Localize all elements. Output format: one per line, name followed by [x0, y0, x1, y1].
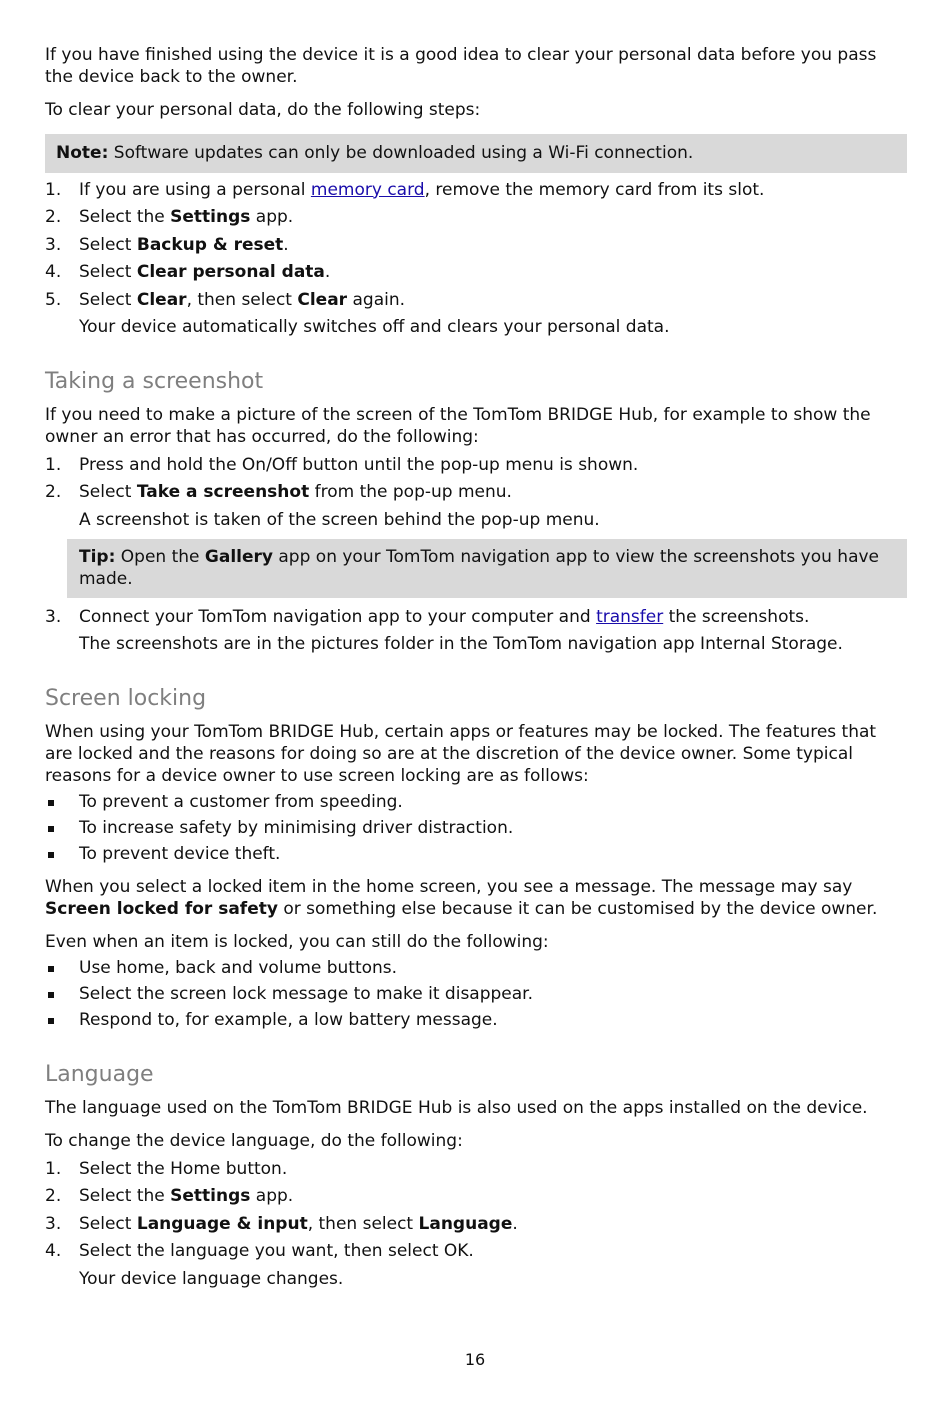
step-number: 4.	[45, 262, 62, 282]
list-item	[45, 983, 907, 1005]
list-item	[45, 606, 907, 628]
step-text: , remove the memory card from its slot.	[424, 179, 765, 200]
step-bold: Settings	[170, 207, 251, 227]
bullet-icon	[48, 852, 54, 858]
step-result: Your device automatically switches off and clears your personal data.	[79, 317, 670, 337]
memory-card-link[interactable]: memory card	[310, 179, 425, 200]
list-text: Select the screen lock message to make it disappear.	[79, 984, 534, 1004]
intro-paragraph-2: To clear your personal data, do the following steps:	[45, 100, 481, 120]
step-number: 1.	[45, 454, 62, 475]
step-text: Press and hold the On/Off button until the pop-up menu is shown.	[79, 454, 639, 475]
locked-still-list	[45, 957, 907, 1031]
step-bold: Clear	[297, 289, 348, 310]
step-bold: Clear	[136, 289, 187, 310]
tip-box	[67, 539, 907, 598]
list-text: Respond to, for example, a low battery message.	[79, 1010, 498, 1030]
list-item	[45, 1185, 907, 1207]
list-item	[45, 261, 907, 283]
step-number: 2.	[45, 207, 62, 227]
bullet-icon	[48, 966, 54, 972]
tip-text: Open the	[115, 546, 205, 567]
transfer-link[interactable]: transfer	[596, 606, 664, 627]
list-item	[45, 791, 907, 813]
step-result: A screenshot is taken of the screen behind the pop-up menu.	[79, 509, 600, 530]
list-item	[45, 179, 907, 201]
step-text: Select	[79, 482, 137, 502]
paragraph-text: When you select a locked item in the home screen, you see a message. The message may say	[45, 877, 853, 897]
note-box	[45, 134, 907, 173]
list-text: To increase safety by minimising driver distraction.	[79, 818, 514, 838]
bullet-icon	[48, 1018, 54, 1024]
step-text: , then select	[186, 289, 298, 310]
step-result: Your device language changes.	[79, 1268, 344, 1289]
paragraph-text: or something else because it can be customised by the device owner.	[277, 899, 878, 919]
list-text: Use home, back and volume buttons.	[79, 958, 398, 978]
page-number: 16	[464, 1350, 486, 1369]
locking-reasons-list	[45, 791, 907, 865]
note-text: Software updates can only be downloaded using a Wi-Fi connection.	[108, 143, 694, 163]
step-number: 1.	[45, 179, 62, 200]
step-text: Select	[79, 262, 137, 282]
clear-data-steps	[45, 179, 907, 311]
list-item	[45, 1240, 907, 1262]
step-text: .	[324, 262, 331, 282]
step-text: .	[283, 234, 289, 255]
list-item	[45, 454, 907, 476]
list-item	[45, 1213, 907, 1235]
list-text: To prevent device theft.	[79, 844, 281, 864]
section-heading-locking: Screen locking	[45, 686, 207, 711]
step-text: Select the Home button.	[79, 1158, 288, 1179]
screenshot-paragraph: If you need to make a picture of the screen of the TomTom BRIDGE Hub, for example to show the owner an error that has occurred, do the following:	[45, 405, 871, 447]
bullet-icon	[48, 992, 54, 998]
step-text: Select	[79, 234, 137, 255]
locking-paragraph-3: Even when an item is locked, you can still do the following:	[45, 932, 549, 952]
step-number: 3.	[45, 1213, 62, 1234]
step-bold: Clear personal data	[136, 262, 325, 282]
step-number: 2.	[45, 1186, 62, 1206]
list-item	[45, 843, 907, 865]
step-text: Connect your TomTom navigation app to your computer and	[79, 606, 597, 627]
step-number: 2.	[45, 482, 62, 502]
paragraph-bold: Screen locked for safety	[45, 899, 278, 919]
intro-paragraph-1: If you have finished using the device it is a good idea to clear your personal data before you pass the device back to the owner.	[45, 45, 877, 87]
list-item	[45, 234, 907, 256]
tip-bold: Gallery	[204, 546, 273, 567]
locking-paragraph-2	[45, 876, 907, 920]
step-bold: Settings	[170, 1186, 251, 1206]
section-heading-screenshot: Taking a screenshot	[45, 369, 264, 394]
step-text: .	[512, 1213, 518, 1234]
step-bold: Backup & reset	[136, 234, 284, 255]
step-text: from the pop-up menu.	[309, 482, 512, 502]
step-bold: Take a screenshot	[136, 482, 310, 502]
step-text: If you are using a personal	[79, 179, 311, 200]
list-item	[45, 289, 907, 311]
language-paragraph-2: To change the device language, do the following:	[45, 1131, 463, 1151]
step-number: 3.	[45, 606, 62, 627]
list-item	[45, 481, 907, 503]
language-paragraph-1: The language used on the TomTom BRIDGE Hub is also used on the apps installed on the device.	[45, 1098, 868, 1118]
step-result: The screenshots are in the pictures folder in the TomTom navigation app Internal Storage.	[79, 634, 843, 654]
step-text: Select the language you want, then select OK.	[79, 1241, 474, 1261]
step-text: the screenshots.	[663, 606, 810, 627]
list-item	[45, 1009, 907, 1031]
step-text: app.	[250, 207, 294, 227]
list-item	[45, 1158, 907, 1180]
list-text: To prevent a customer from speeding.	[79, 792, 403, 812]
language-steps	[45, 1158, 907, 1263]
tip-label: Tip:	[79, 546, 116, 567]
step-text: Select	[79, 289, 137, 310]
locking-paragraph-1: When using your TomTom BRIDGE Hub, certain apps or features may be locked. The features that are locked and the reasons for doing so are at the discretion of the device owner. Some typical reasons for a device owner to use screen locking are as follows:	[45, 722, 877, 786]
screenshot-steps	[45, 454, 907, 504]
step-text: , then select	[307, 1213, 419, 1234]
step-text: app.	[250, 1186, 294, 1206]
screenshot-steps-continued	[45, 606, 907, 628]
step-number: 1.	[45, 1158, 62, 1179]
step-number: 5.	[45, 289, 62, 310]
bullet-icon	[48, 800, 54, 806]
list-item	[45, 206, 907, 228]
document-page	[45, 44, 907, 1290]
step-number: 3.	[45, 234, 62, 255]
tip-text: app on your TomTom navigation app to view the screenshots you have made.	[79, 546, 880, 589]
step-text: again.	[347, 289, 406, 310]
list-item	[45, 957, 907, 979]
bullet-icon	[48, 826, 54, 832]
step-text: Select	[79, 1213, 137, 1234]
list-item	[45, 817, 907, 839]
section-heading-language: Language	[45, 1062, 154, 1087]
step-text: Select the	[79, 207, 171, 227]
step-text: Select the	[79, 1186, 171, 1206]
step-bold: Language & input	[136, 1213, 308, 1234]
note-label: Note:	[56, 143, 109, 163]
step-bold: Language	[418, 1213, 513, 1234]
step-number: 4.	[45, 1241, 62, 1261]
